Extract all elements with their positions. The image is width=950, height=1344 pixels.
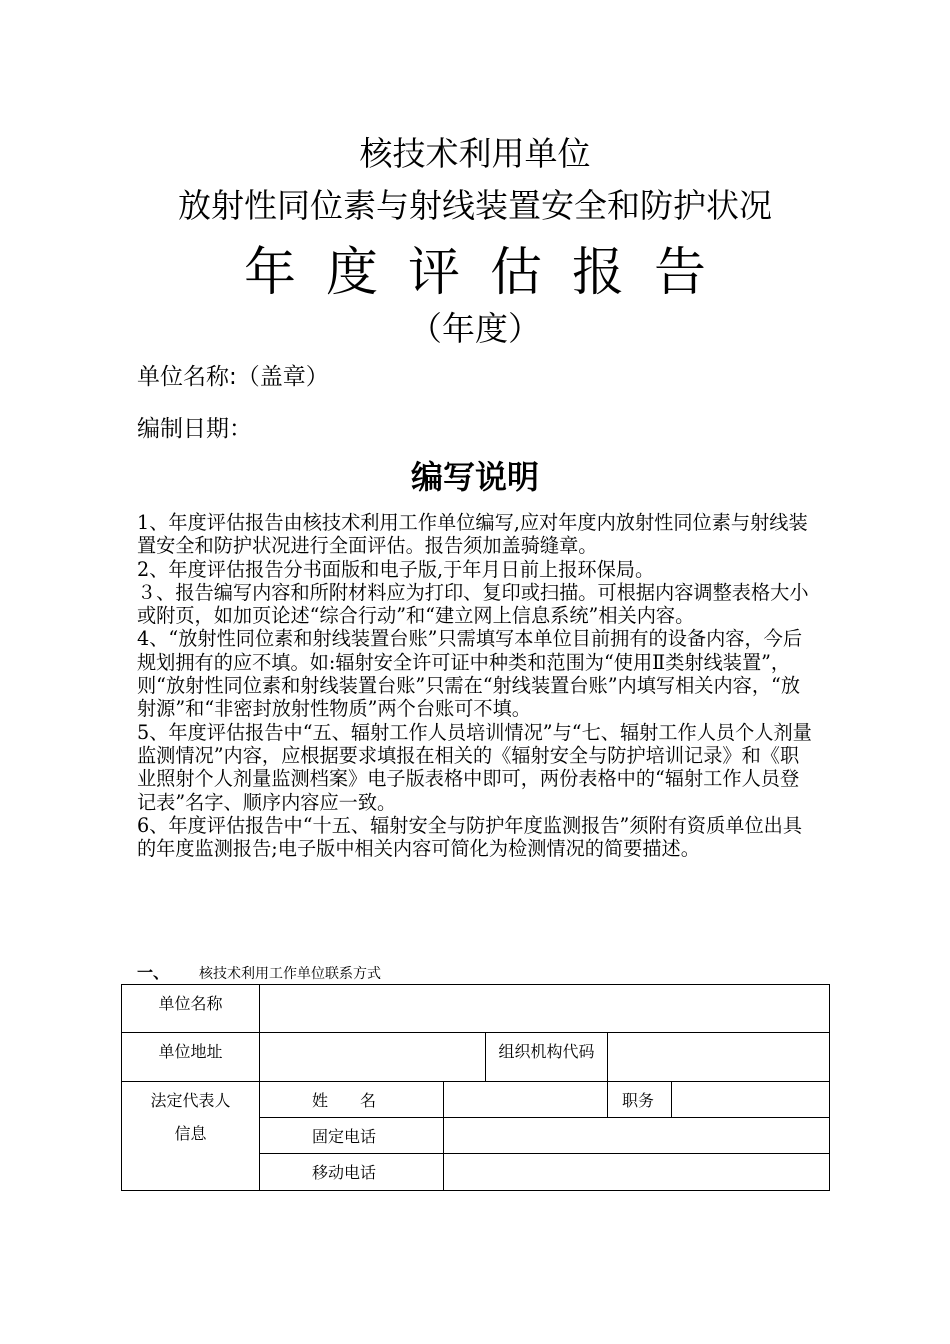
legal-rep-label-line2: 信息: [174, 1124, 207, 1143]
note-item-1: 1、年度评估报告由核技术利用工作单位编写,应对年度内放射性同位素与射线装置安全和防护状况进行全面评估。报告须加盖骑缝章。: [137, 511, 808, 558]
unit-address-input[interactable]: [260, 1033, 486, 1082]
unit-name-label: 单位名称: [122, 985, 260, 1033]
cover-title-main: 年度评估报告: [243, 243, 736, 303]
rep-name-label: 姓 名: [260, 1082, 444, 1118]
legal-rep-label: [122, 1082, 260, 1191]
cover-title-year: （年度）: [409, 309, 541, 348]
notes-heading: 编写说明: [410, 458, 539, 496]
compile-date-field: 编制日期：: [137, 416, 252, 442]
section-heading: [137, 960, 381, 983]
landline-input[interactable]: [444, 1118, 830, 1154]
cover-title-line1: 核技术利用单位: [359, 134, 591, 173]
mobile-label: 移动电话: [260, 1154, 444, 1191]
legal-rep-label-line1: 法定代表人: [150, 1091, 231, 1110]
notes-list: [137, 511, 817, 860]
note-item-6: 6、年度评估报告中“十五、辐射安全与防护年度监测报告”须附有资质单位出具的年度监测报告;电子版中相关内容可简化为检测情况的简要描述。: [137, 813, 803, 861]
unit-name-input[interactable]: [260, 985, 830, 1033]
note-item-5: 5、年度评估报告中“五、辐射工作人员培训情况”与“七、辐射工作人员个人剂量监测情况”内容，应根据要求填报在相关的《辐射安全与防护培训记录》和《职业照射个人剂量监测档案》电子版表格中即可，两份表格中的“辐射工作人员登记表”名字、顺序内容应一致。: [137, 720, 812, 814]
note-item-4: 4、“放射性同位素和射线装置台账”只需填写本单位目前拥有的设备内容，今后规划拥有的应不填。如:辐射安全许可证中种类和范围为“使用Ⅱ类射线装置”，则“放射性同位素和射线装置台账”只需在“射线装置台账”内填写相关内容，“放射源”和“非密封放射性物质”两个台账可不填。: [137, 627, 803, 721]
cover-title-line2: 放射性同位素与射线装置安全和防护状况: [178, 186, 772, 225]
rep-name-input[interactable]: [444, 1082, 608, 1118]
section-number: 一、: [137, 963, 170, 982]
note-item-2: 2、年度评估报告分书面版和电子版,于年月日前上报环保局。: [137, 557, 655, 581]
rep-position-input[interactable]: [672, 1082, 830, 1118]
rep-position-label: 职务: [608, 1082, 672, 1118]
section-title: 核技术利用工作单位联系方式: [199, 966, 382, 982]
mobile-input[interactable]: [444, 1154, 830, 1191]
contact-table: [121, 984, 830, 1191]
org-code-input[interactable]: [608, 1033, 830, 1082]
unit-name-field: 单位名称:（盖章）: [137, 364, 329, 390]
note-item-3: ３、报告编写内容和所附材料应为打印、复印或扫描。可根据内容调整表格大小或附页，如加页论述“综合行动”和“建立网上信息系统”相关内容。: [137, 580, 809, 628]
landline-label: 固定电话: [260, 1118, 444, 1154]
org-code-label: 组织机构代码: [486, 1033, 608, 1082]
unit-address-label: 单位地址: [122, 1033, 260, 1082]
